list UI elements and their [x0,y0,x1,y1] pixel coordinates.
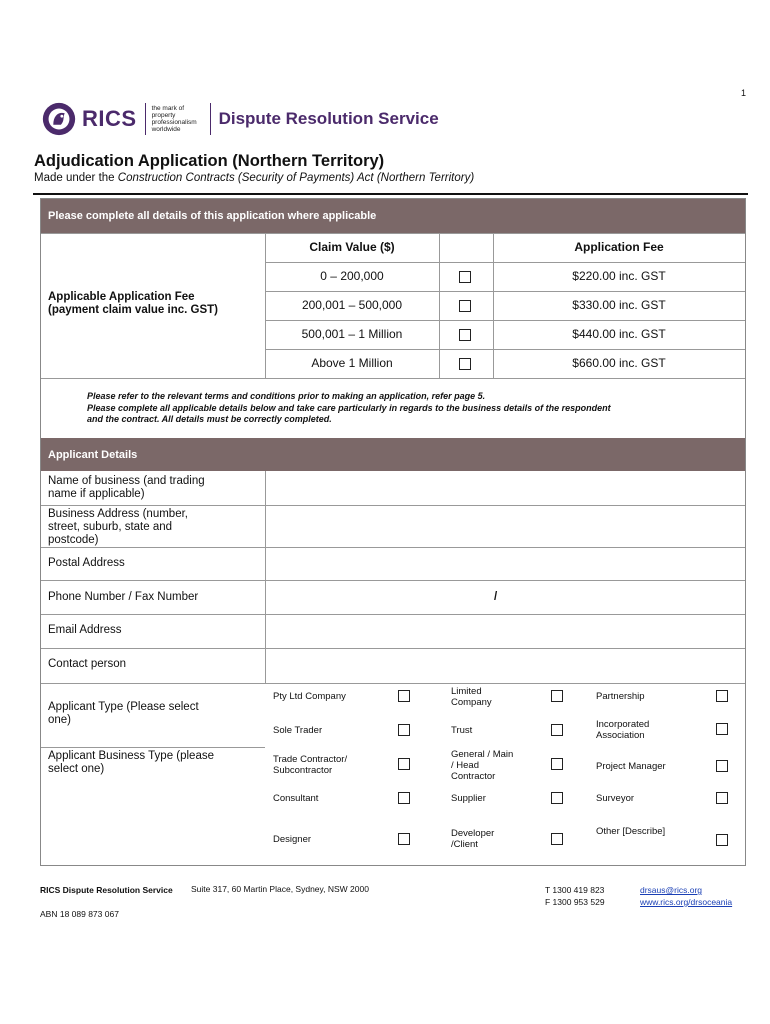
option-developer-label: Developer /Client [451,828,495,850]
option-project-manager-label: Project Manager [596,761,666,772]
sole-trader-checkbox[interactable] [398,724,410,736]
logo-divider [210,103,211,135]
claim-value-1: 200,001 – 500,000 [301,298,403,312]
option-surveyor-label: Surveyor [596,793,635,804]
business-name-input[interactable] [266,472,744,504]
applicant-type-label: Applicant Type (Please select one) [48,701,199,726]
phone-fax-separator: / [494,591,498,603]
option-general-contractor-label: General / Main / Head Contractor [451,749,514,782]
business-address-label: Business Address (number, street, suburb, state and postcode) [48,508,188,546]
surveyor-checkbox[interactable] [716,792,728,804]
fee-checkbox-3[interactable] [459,358,471,370]
email-input[interactable] [266,615,744,647]
project-manager-checkbox[interactable] [716,760,728,772]
rics-wordmark: RICS [82,106,137,131]
contact-person-label: Contact person [48,658,126,670]
option-consultant-label: Consultant [273,793,319,804]
general-contractor-checkbox[interactable] [551,758,563,770]
service-name: Dispute Resolution Service [218,109,439,128]
other-checkbox[interactable] [716,834,728,846]
claim-value-3: Above 1 Million [311,356,393,370]
fee-checkbox-0[interactable] [459,271,471,283]
applicant-details-band: Applicant Details [41,438,745,471]
page-number: 1 [741,88,747,98]
logo-tagline: the mark of property professionalism worldwide [151,105,197,133]
option-incorporated-label: Incorporated Association [596,719,650,741]
fee-checkbox-2[interactable] [459,329,471,341]
title-divider [33,193,748,195]
partnership-checkbox[interactable] [716,690,728,702]
limited-company-checkbox[interactable] [551,690,563,702]
fee-amount-1: $330.00 inc. GST [572,298,666,312]
incorporated-association-checkbox[interactable] [716,723,728,735]
option-trade-contractor-label: Trade Contractor/ Subcontractor [273,754,348,776]
page-subtitle: Made under the Construction Contracts (Security of Payments) Act (Northern Territory) [34,172,475,184]
footer-org: RICS Dispute Resolution Service [40,885,173,895]
claim-value-2: 500,001 – 1 Million [301,327,403,341]
option-supplier-label: Supplier [451,793,486,804]
footer-fax: F 1300 953 529 [545,897,605,907]
claim-value-0: 0 – 200,000 [320,269,384,283]
header-band: Please complete all details of this application where applicable [41,199,745,233]
postal-address-label: Postal Address [48,557,125,569]
postal-address-input[interactable] [266,548,744,579]
claim-value-header: Claim Value ($) [309,240,395,254]
option-trust-label: Trust [451,725,473,736]
fee-checkbox-1[interactable] [459,300,471,312]
email-label: Email Address [48,624,122,636]
option-designer-label: Designer [273,834,312,845]
logo-divider [145,103,146,135]
application-form [40,198,746,866]
footer-address: Suite 317, 60 Martin Place, Sydney, NSW 2000 [191,884,369,894]
business-type-label: Applicant Business Type (please select one) [48,750,214,775]
trade-contractor-checkbox[interactable] [398,758,410,770]
fax-input[interactable] [503,581,744,613]
option-pty-ltd-label: Pty Ltd Company [273,691,346,702]
developer-checkbox[interactable] [551,833,563,845]
footer-phone: T 1300 419 823 [545,885,605,895]
fee-amount-3: $660.00 inc. GST [572,356,666,370]
contact-person-input[interactable] [266,649,744,682]
option-other-label: Other [Describe] [596,826,666,837]
phone-fax-label: Phone Number / Fax Number [48,591,199,603]
consultant-checkbox[interactable] [398,792,410,804]
rics-lion-icon [40,100,78,138]
instructions-note: Please refer to the relevant terms and conditions prior to making an application, refer page 5. Please complete all applicable details below and take care particularly in regards to the business details of the respondent and the contract. All details must be correctly completed. [87,391,611,424]
footer-abn: ABN 18 089 873 067 [40,909,119,919]
option-partnership-label: Partnership [596,691,645,702]
page-title: Adjudication Application (Northern Territory) [34,152,385,170]
business-name-label: Name of business (and trading name if applicable) [48,475,205,500]
option-sole-trader-label: Sole Trader [273,725,323,736]
pty-ltd-checkbox[interactable] [398,690,410,702]
fee-amount-2: $440.00 inc. GST [572,327,666,341]
fee-row-label: Applicable Application Fee (payment claim value inc. GST) [48,291,218,316]
trust-checkbox[interactable] [551,724,563,736]
rics-logo [40,100,439,138]
application-fee-header: Application Fee [574,240,664,254]
designer-checkbox[interactable] [398,833,410,845]
fee-amount-0: $220.00 inc. GST [572,269,666,283]
footer-email-link[interactable]: drsaus@rics.org [640,885,703,895]
phone-input[interactable] [266,581,496,613]
footer-web-link[interactable]: www.rics.org/drsoceania [640,897,733,907]
supplier-checkbox[interactable] [551,792,563,804]
business-address-input[interactable] [266,506,744,546]
option-limited-label: Limited Company [451,686,492,708]
